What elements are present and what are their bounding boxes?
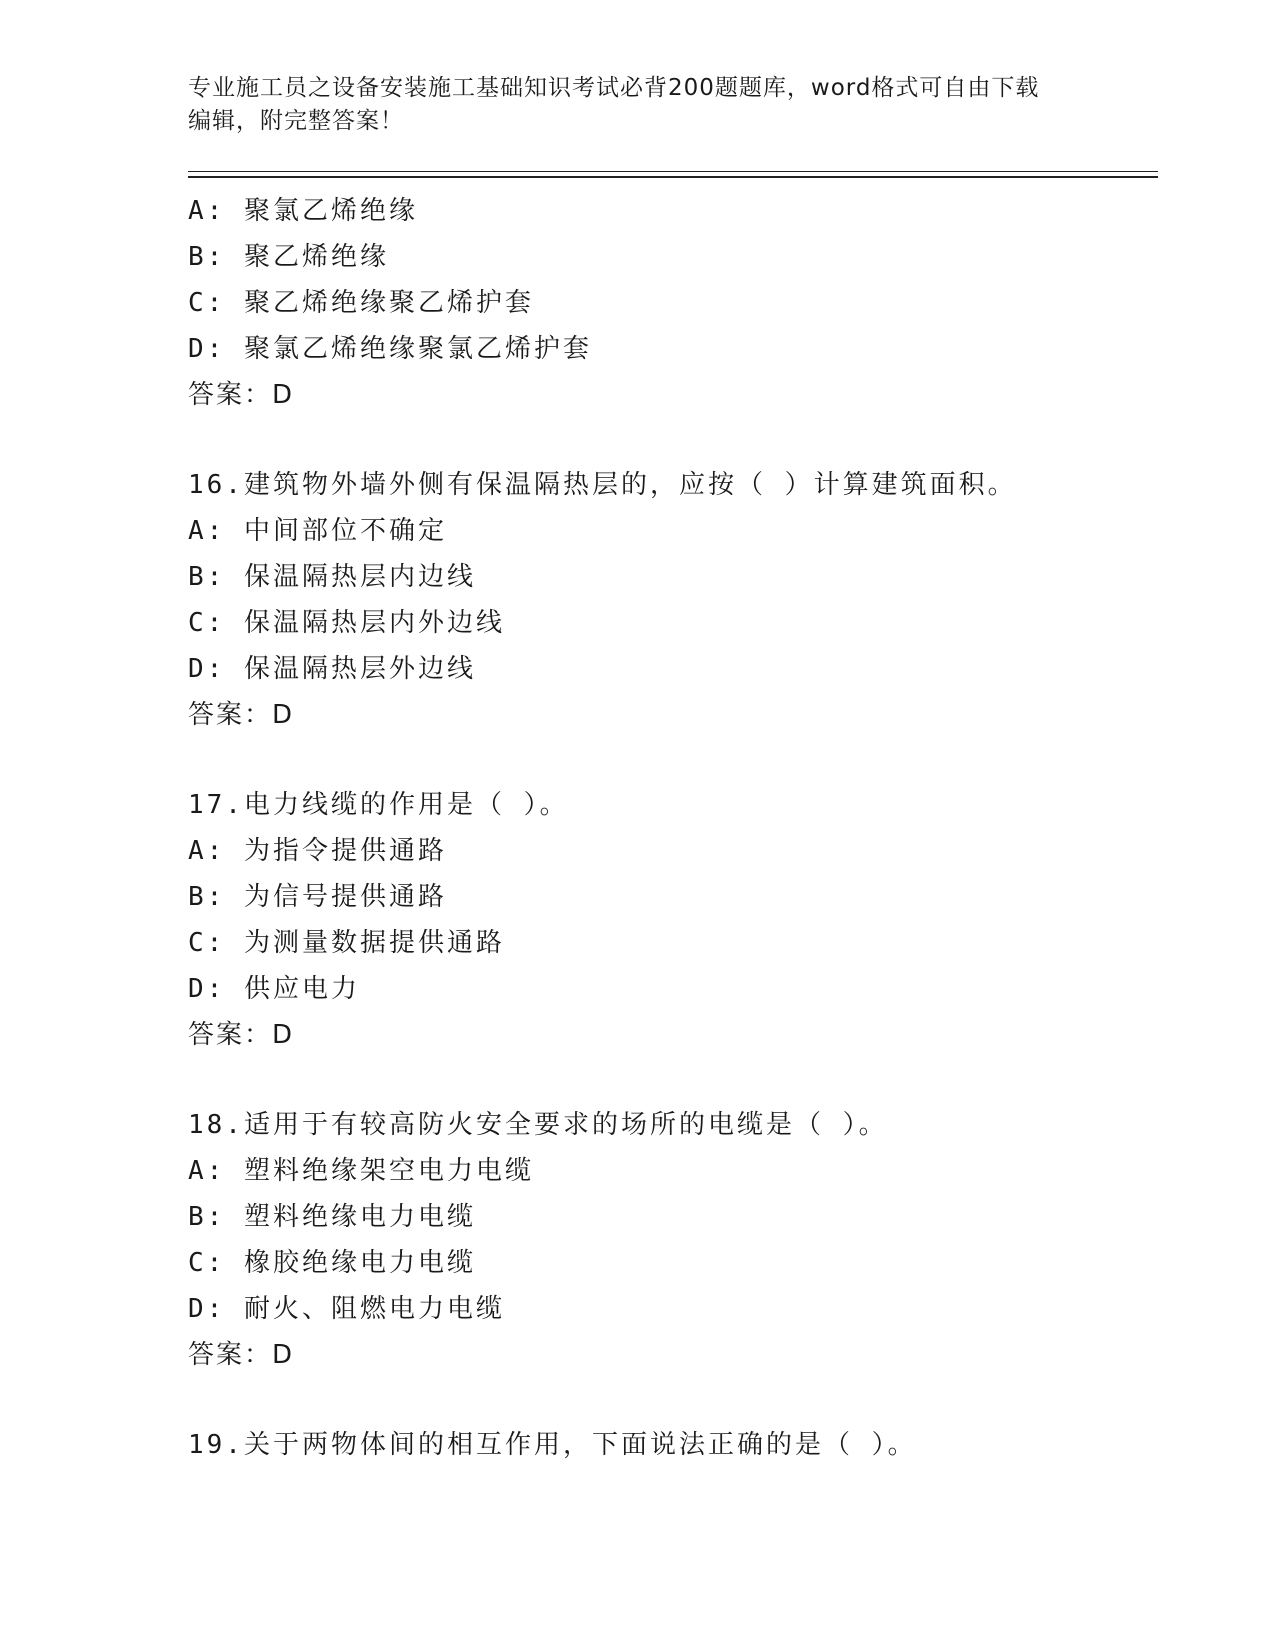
header-divider-thin [188, 171, 1158, 172]
option-d: D: 保温隔热层外边线 [188, 654, 476, 684]
option-c: C: 为测量数据提供通路 [188, 928, 505, 958]
question-text: 18.适用于有较高防火安全要求的场所的电缆是（ ）。 [188, 1110, 888, 1140]
option-a: A: 聚氯乙烯绝缘 [188, 196, 418, 226]
option-d: D: 供应电力 [188, 974, 360, 1004]
question-18-block [188, 1102, 1158, 1378]
option-a: A: 为指令提供通路 [188, 836, 447, 866]
header-title-line1: 专业施工员之设备安装施工基础知识考试必背200题题库，word格式可自由下载 [188, 75, 1040, 101]
header-title-line2: 编辑，附完整答案！ [188, 108, 404, 134]
option-b: B: 塑料绝缘电力电缆 [188, 1202, 476, 1232]
question-17-block [188, 782, 1158, 1058]
option-b: B: 为信号提供通路 [188, 882, 447, 912]
document-body [188, 188, 1158, 1468]
option-b: B: 保温隔热层内边线 [188, 562, 476, 592]
option-c: C: 聚乙烯绝缘聚乙烯护套 [188, 288, 534, 318]
option-c: C: 保温隔热层内外边线 [188, 608, 505, 638]
answer-line: 答案：D [188, 1020, 295, 1050]
option-a: A: 塑料绝缘架空电力电缆 [188, 1156, 534, 1186]
question-text: 19.关于两物体间的相互作用，下面说法正确的是（ ）。 [188, 1430, 917, 1460]
question-19-block [188, 1422, 1158, 1468]
option-d: D: 聚氯乙烯绝缘聚氯乙烯护套 [188, 334, 592, 364]
question-15-block [188, 188, 1158, 418]
answer-line: 答案：D [188, 700, 295, 730]
question-text: 17.电力线缆的作用是（ ）。 [188, 790, 569, 820]
option-d: D: 耐火、阻燃电力电缆 [188, 1294, 505, 1324]
answer-line: 答案：D [188, 1340, 295, 1370]
question-16-block [188, 462, 1158, 738]
document-header [188, 72, 1088, 138]
answer-line: 答案：D [188, 380, 295, 410]
header-divider-thick [188, 176, 1158, 178]
option-a: A: 中间部位不确定 [188, 516, 447, 546]
option-b: B: 聚乙烯绝缘 [188, 242, 389, 272]
option-c: C: 橡胶绝缘电力电缆 [188, 1248, 476, 1278]
question-text: 16.建筑物外墙外侧有保温隔热层的，应按（ ）计算建筑面积。 [188, 470, 1017, 500]
